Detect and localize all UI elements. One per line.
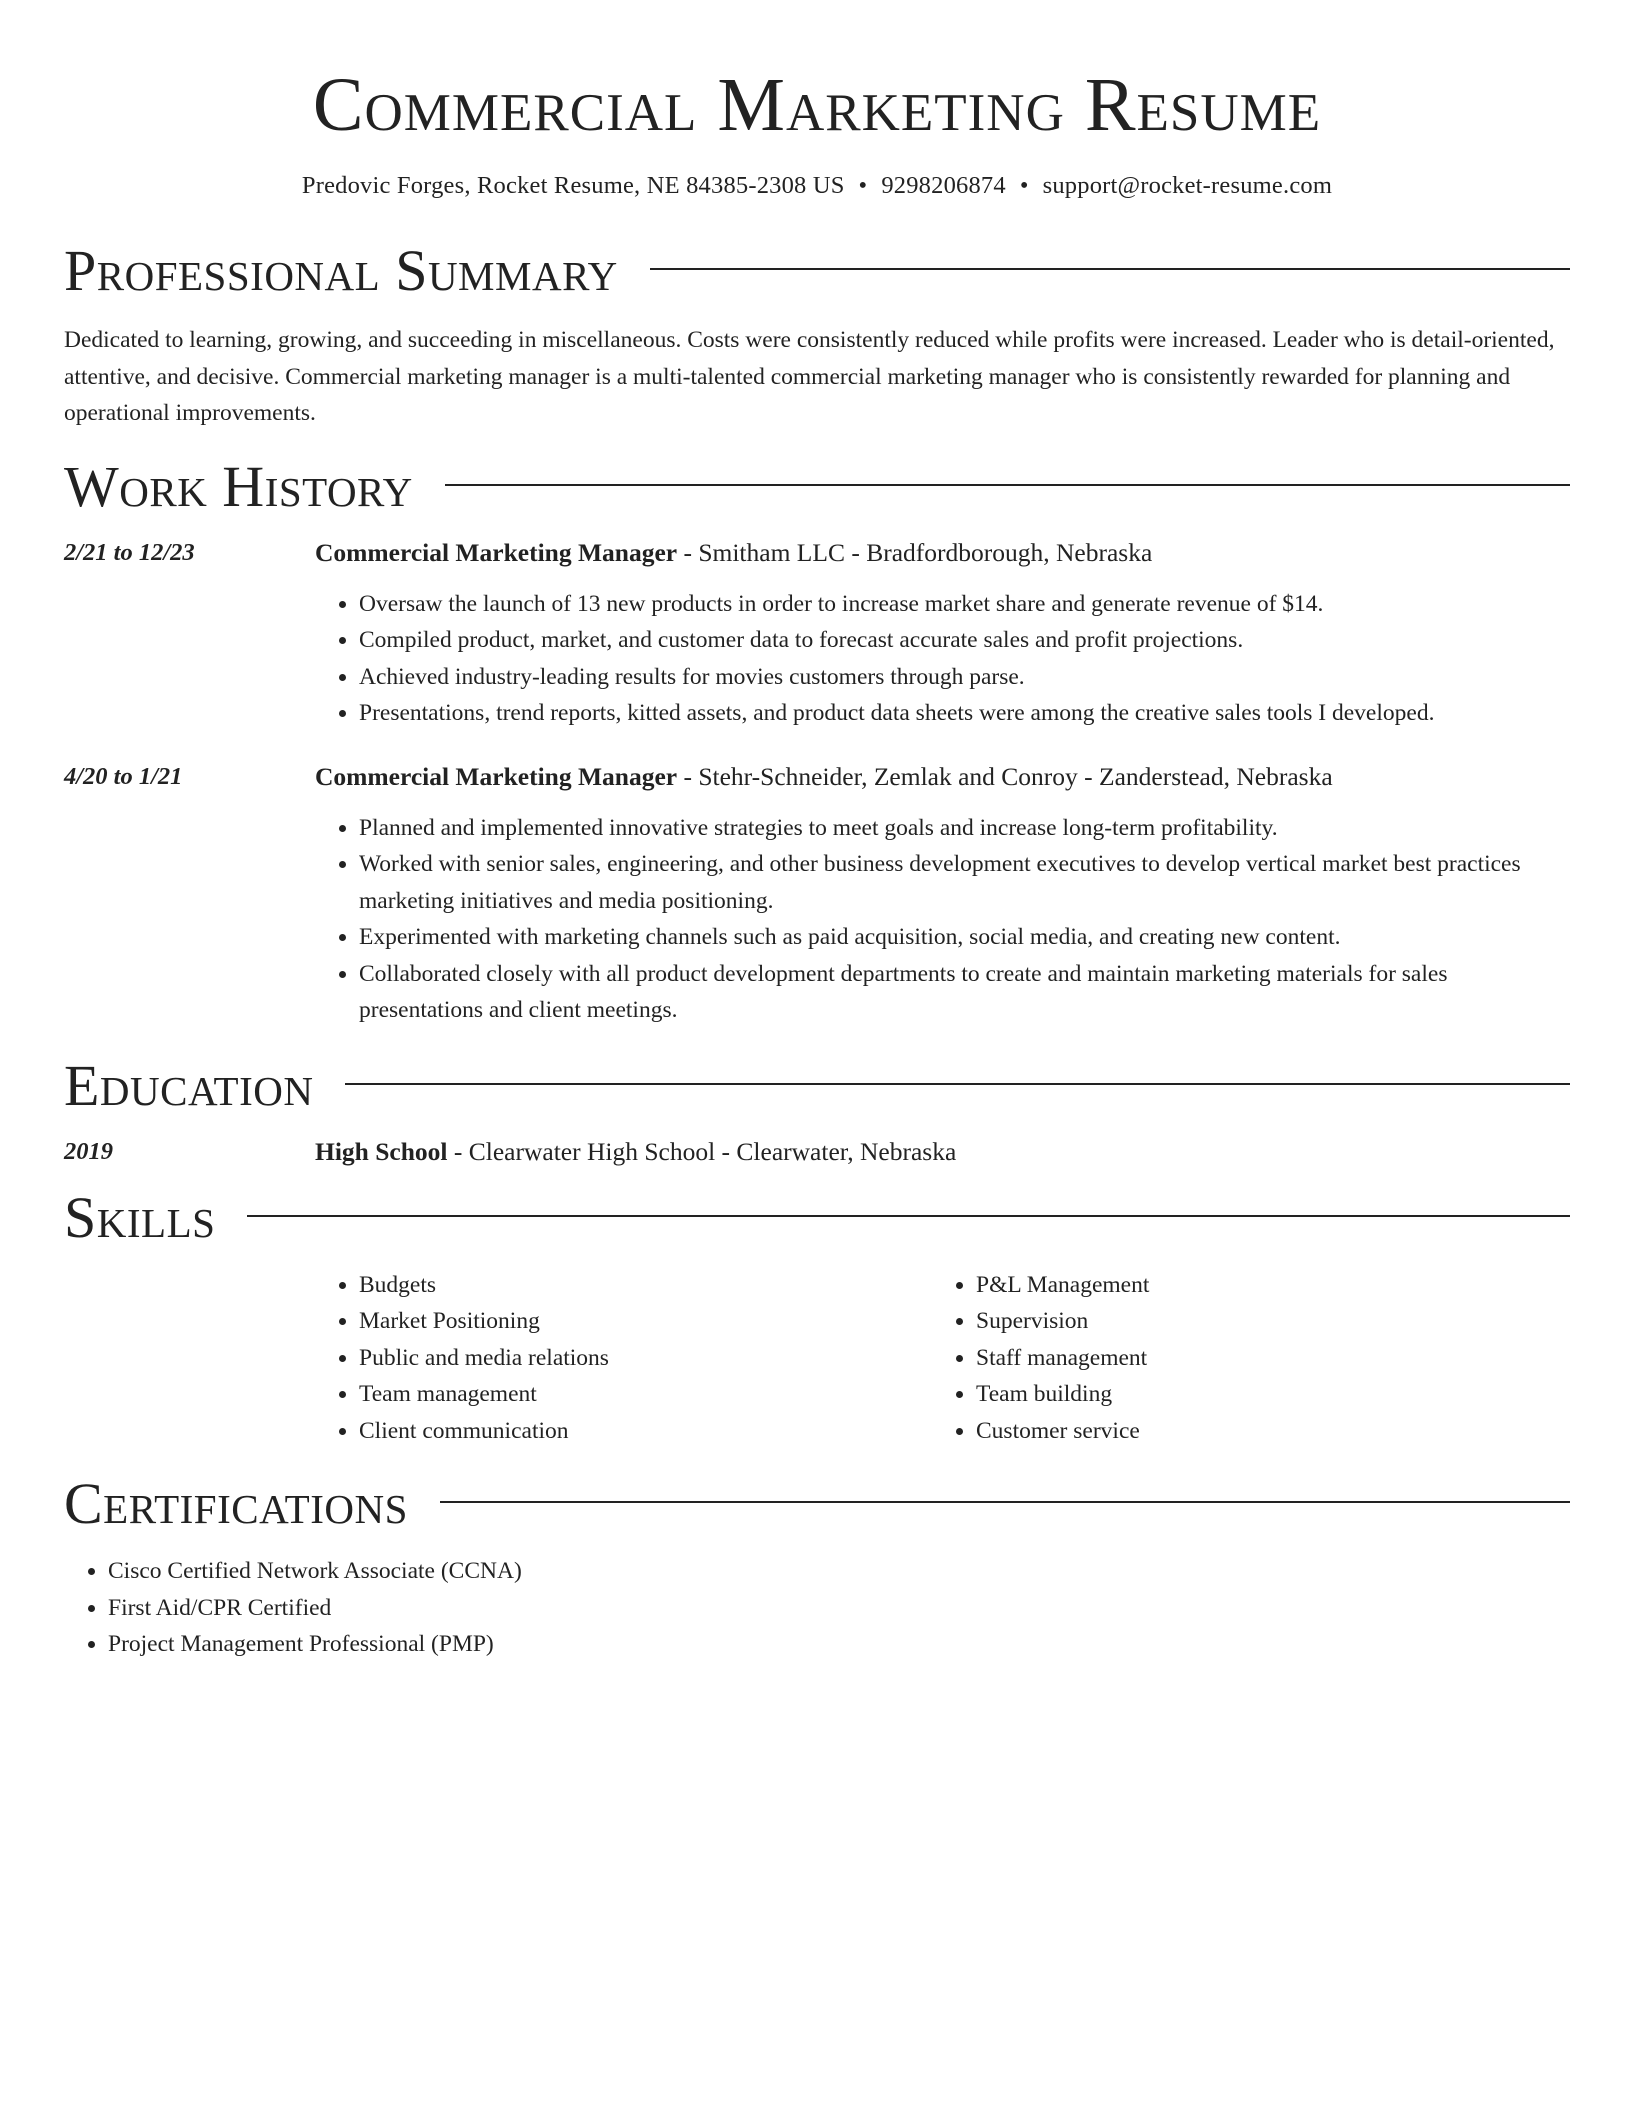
job-title: Commercial Marketing Manager xyxy=(315,537,678,567)
skill-item: • P&L Management xyxy=(976,1267,1549,1304)
education-year: 2019 xyxy=(64,1137,113,1165)
skill-item: • Client communication xyxy=(359,1413,932,1450)
job-bullet: • Oversaw the launch of 13 new products in order to increase market share and generate revenue of $14. xyxy=(359,586,1570,623)
skill-item: • Team building xyxy=(976,1376,1549,1413)
job-body xyxy=(315,536,1570,732)
education-section-header xyxy=(64,1053,1570,1119)
skill-item: • Supervision xyxy=(976,1303,1549,1340)
resume-page xyxy=(64,0,1570,1663)
job-bullet: • Achieved industry-leading results for movies customers through parse. xyxy=(359,659,1570,696)
summary-section-header xyxy=(64,238,1570,304)
skills-grid xyxy=(315,1267,1570,1450)
job-dates: 2/21 to 12/23 xyxy=(64,538,195,566)
section-heading-summary: Professional Summary xyxy=(64,238,618,303)
job-bullet: • Worked with senior sales, engineering, and other business development executives to develop vertical market best practices marketing initiatives and media positioning. xyxy=(359,846,1570,919)
skills-section-header xyxy=(64,1185,1570,1251)
contact-separator: • xyxy=(1019,172,1029,199)
contact-phone: 9298206874 xyxy=(881,172,1006,199)
job-bullet: • Planned and implemented innovative strategies to meet goals and increase long-term profitability. xyxy=(359,810,1570,847)
section-heading-education: Education xyxy=(64,1052,314,1118)
certifications-section-header xyxy=(64,1471,1570,1537)
certification-item: • Cisco Certified Network Associate (CCNA) xyxy=(108,1553,1570,1590)
job-title: Commercial Marketing Manager xyxy=(315,761,678,791)
education-body xyxy=(315,1135,1570,1169)
education-entry xyxy=(64,1135,1570,1169)
job-bullet: • Compiled product, market, and customer data to forecast accurate sales and profit projections. xyxy=(359,622,1570,659)
section-heading-skills: Skills xyxy=(64,1184,216,1250)
skill-item: • Team management xyxy=(359,1376,932,1413)
job-heading xyxy=(315,760,1570,794)
job-heading xyxy=(315,536,1570,570)
section-heading-certifications: Certifications xyxy=(64,1471,408,1536)
skill-item: • Customer service xyxy=(976,1413,1549,1450)
job-bullets xyxy=(315,810,1570,1029)
job-bullets xyxy=(315,586,1570,732)
certification-list xyxy=(64,1553,1570,1663)
skills-column-right xyxy=(932,1267,1549,1450)
section-heading-work-history: Work History xyxy=(64,453,413,519)
section-divider xyxy=(345,1083,1570,1085)
contact-email: support@rocket-resume.com xyxy=(1042,172,1333,199)
skill-item: • Market Positioning xyxy=(359,1303,932,1340)
job-bullet: • Presentations, trend reports, kitted assets, and product data sheets were among the creative sales tools I developed. xyxy=(359,695,1570,732)
contact-info xyxy=(64,170,1570,202)
section-divider xyxy=(440,1501,1570,1503)
job-bullet: • Experimented with marketing channels such as paid acquisition, social media, and creating new content. xyxy=(359,919,1570,956)
summary-text: Dedicated to learning, growing, and succeeding in miscellaneous. Costs were consistently reduced while profits were increased. Leader who is detail-oriented, attentive, and decisive. Commercial marketing manager is a multi-talented commercial marketing manager who is consistently rewarded for planning and operational improvements. xyxy=(64,327,1555,426)
job-entry xyxy=(64,760,1570,1029)
education-degree: High School xyxy=(315,1136,448,1166)
job-entry xyxy=(64,536,1570,732)
job-bullet: • Collaborated closely with all product development departments to create and maintain marketing materials for sales presentations and client meetings. xyxy=(359,956,1570,1029)
certification-item: • First Aid/CPR Certified xyxy=(108,1590,1570,1627)
job-employer-location: - Stehr-Schneider, Zemlak and Conroy - Zanderstead, Nebraska xyxy=(677,761,1333,791)
job-employer-location: - Smitham LLC - Bradfordborough, Nebraska xyxy=(677,537,1153,567)
section-divider xyxy=(650,268,1570,270)
skills-column-left xyxy=(315,1267,932,1450)
skill-item: • Staff management xyxy=(976,1340,1549,1377)
work-section-header xyxy=(64,454,1570,520)
contact-address: Predovic Forges, Rocket Resume, NE 84385-2308 US xyxy=(301,172,845,199)
resume-title: Commercial Marketing Resume xyxy=(312,63,1322,147)
certification-item: • Project Management Professional (PMP) xyxy=(108,1626,1570,1663)
skill-item: • Budgets xyxy=(359,1267,932,1304)
job-body xyxy=(315,760,1570,1029)
section-divider xyxy=(445,484,1570,486)
contact-separator: • xyxy=(858,172,868,199)
job-dates: 4/20 to 1/21 xyxy=(64,762,183,790)
education-heading xyxy=(315,1135,1570,1169)
section-divider xyxy=(247,1215,1570,1217)
skill-item: • Public and media relations xyxy=(359,1340,932,1377)
education-school-location: - Clearwater High School - Clearwater, Nebraska xyxy=(447,1136,957,1166)
